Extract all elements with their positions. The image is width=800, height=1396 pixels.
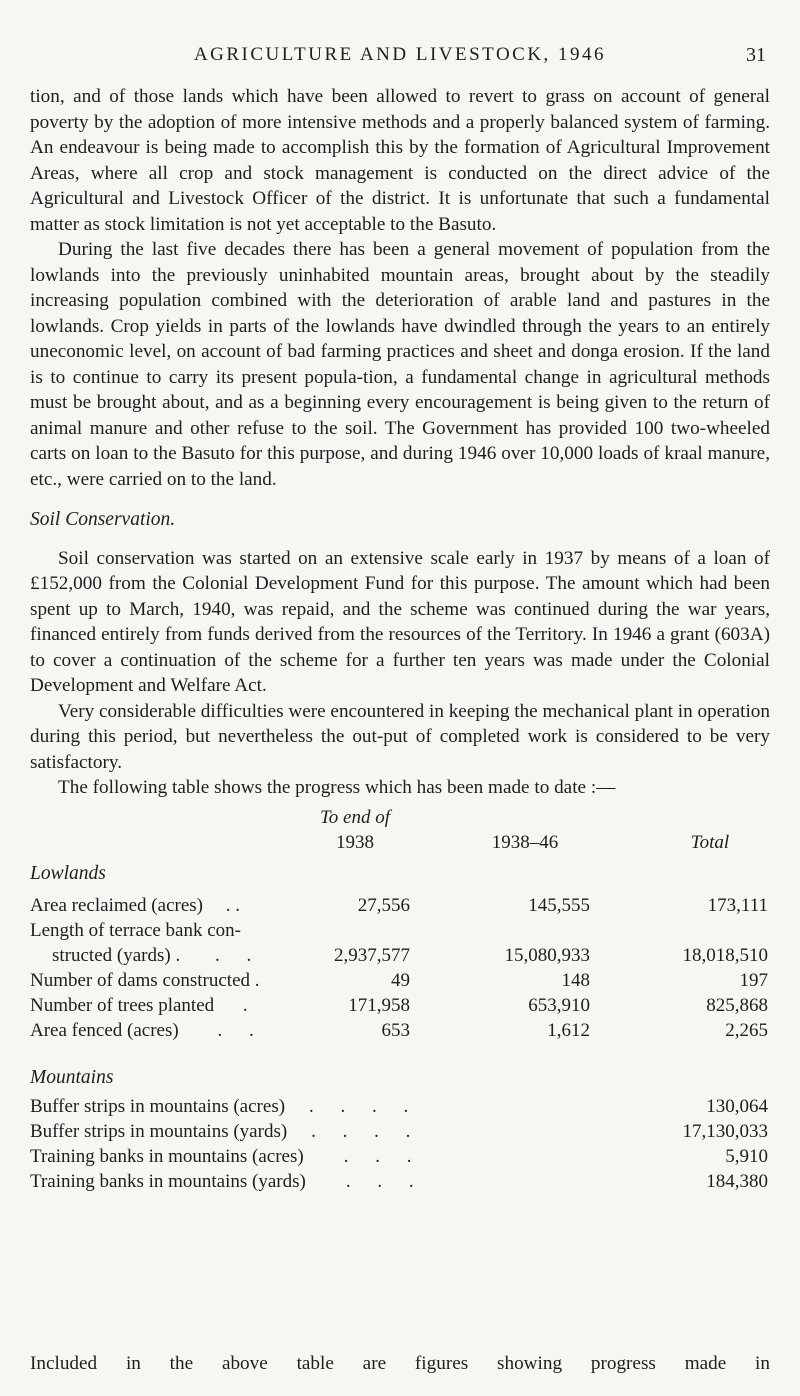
cell-total: 130,064 (706, 1095, 768, 1117)
row-label (30, 1094, 408, 1120)
row-label-text: Training banks in mountains (yards) (30, 1170, 306, 1192)
cell-1938-46: 15,080,933 (504, 944, 590, 966)
row-label-text: Number of dams constructed . (30, 969, 260, 991)
col-header-line1: To end of (319, 806, 391, 828)
cell-total: 18,018,510 (682, 944, 768, 966)
col-header-to-end-1938 (290, 805, 420, 856)
dot-leader: . . (225, 894, 240, 916)
row-label-text: Area fenced (acres) (30, 1019, 179, 1041)
group-label-lowlands: Lowlands (30, 862, 106, 884)
cell-to-1938: 653 (381, 1019, 410, 1041)
table-row (30, 1094, 770, 1119)
section-heading-soil-conservation: Soil Conservation. (30, 509, 176, 530)
cell-1938-46: 148 (561, 969, 590, 991)
page-number: 31 (746, 44, 766, 66)
paragraph-continuation: tion, and of those lands which have been allowed to revert to grass on account of general poverty by the adoption of more intensive methods and a properly balanced system of farming. An endeavour is being made to accomplish this by the formation of Agricultural Improvement Areas, where all crop and stock management is conducted on the direct advice of the Agricultural and Livestock Officer of the district. It is unfortunate that such a fundamental matter as stock limitation is not yet acceptable to the Basuto. (30, 86, 770, 235)
row-label (30, 1119, 410, 1145)
table-row (30, 1169, 770, 1194)
paragraph-final-line: Included in the above table are figures showing progress made in (30, 1353, 770, 1374)
row-label-text: Length of terrace bank con- (30, 919, 242, 941)
cell-total: 5,910 (725, 1145, 768, 1167)
col-header-1938-46: 1938–46 (491, 831, 559, 853)
cell-to-1938: 27,556 (357, 894, 410, 916)
dot-leader: . (242, 994, 248, 1016)
col-header-line2: 1938 (336, 832, 374, 853)
group-label-mountains: Mountains (30, 1066, 114, 1088)
table-header (30, 805, 770, 893)
row-label-text: Number of trees planted (30, 994, 215, 1016)
cell-total: 184,380 (706, 1170, 768, 1192)
table-row (30, 968, 770, 993)
dot-leader: . . (214, 944, 252, 966)
row-label-text: Buffer strips in mountains (yards) (30, 1120, 288, 1142)
running-title: AGRICULTURE AND LIVESTOCK, 1946 (193, 44, 607, 65)
cell-1938-46: 145,555 (528, 894, 590, 916)
cell-to-1938: 2,937,577 (334, 944, 410, 966)
dot-leader: . . . . (309, 1095, 409, 1117)
paragraph-table-intro: The following table shows the progress which has been made to date :— (58, 777, 616, 798)
page-header (30, 44, 770, 74)
paragraph-difficulties: Very considerable difficulties were encountered in keeping the mechanical plant in operation during this period, but nevertheless the out-put of completed work is considered to be very satisfactory. (30, 700, 770, 773)
row-label-text: Training banks in mountains (acres) (30, 1145, 304, 1167)
row-label-text: Area reclaimed (acres) (30, 894, 203, 916)
dot-leader: . . . (343, 1145, 412, 1167)
row-label (30, 1169, 414, 1195)
row-label (30, 1144, 411, 1170)
table-row (30, 993, 770, 1018)
cell-total: 197 (739, 969, 768, 991)
paragraph-soil-loan: Soil conservation was started on an extensive scale early in 1937 by means of a loan of £152,000 from the Colonial Development Fund for this purpose. The amount which had been spent up to March, 1940, was repaid, and the scheme was continued during the war years, financed entirely from funds derived from the resources of the Territory. In 1946 a grant (603A) to cover a continuation of the scheme for a further ten years was made under the Colonial Development and Welfare Act. (30, 547, 770, 696)
cell-total: 2,265 (725, 1019, 768, 1041)
table-row (30, 893, 770, 918)
cell-to-1938: 49 (391, 969, 410, 991)
cell-total: 825,868 (706, 994, 768, 1016)
progress-table (30, 805, 770, 1194)
row-label-text-cont: structed (yards) . (52, 944, 181, 966)
row-label-text: Buffer strips in mountains (acres) (30, 1095, 286, 1117)
cell-1938-46: 1,612 (547, 1019, 590, 1041)
table-row (30, 1119, 770, 1144)
paragraph-population-movement: During the last five decades there has been a general movement of population from the lowlands into the previously uninhabited mountain areas, brought about by the steadily increasing population combined with the deterioration of arable land and pastures in the lowlands. Crop yields in parts of the lowlands have dwindled through the years to an entirely uneconomic level, on account of bad farming practices and sheet and donga erosion. If the land is to continue to carry its present popula-tion, a fundamental change in agricultural methods must be brought about, and as a beginning every encouragement is being given to the return of animal manure and other refuse to the soil. The Government has provided 100 two-wheeled carts on loan to the Basuto for this purpose, and during 1946 over 10,000 loads of kraal manure, etc., were carried on to the land. (30, 239, 770, 490)
table-row (30, 918, 770, 968)
cell-total: 17,130,033 (682, 1120, 768, 1142)
dot-leader: . . (217, 1019, 254, 1041)
col-header-total: Total (690, 831, 730, 853)
cell-total: 173,111 (707, 894, 768, 916)
cell-to-1938: 171,958 (348, 994, 410, 1016)
table-row (30, 1018, 770, 1043)
cell-1938-46: 653,910 (528, 994, 590, 1016)
table-row (30, 1144, 770, 1169)
dot-leader: . . . (345, 1170, 414, 1192)
dot-leader: . . . . (311, 1120, 411, 1142)
body-text (30, 84, 770, 1194)
